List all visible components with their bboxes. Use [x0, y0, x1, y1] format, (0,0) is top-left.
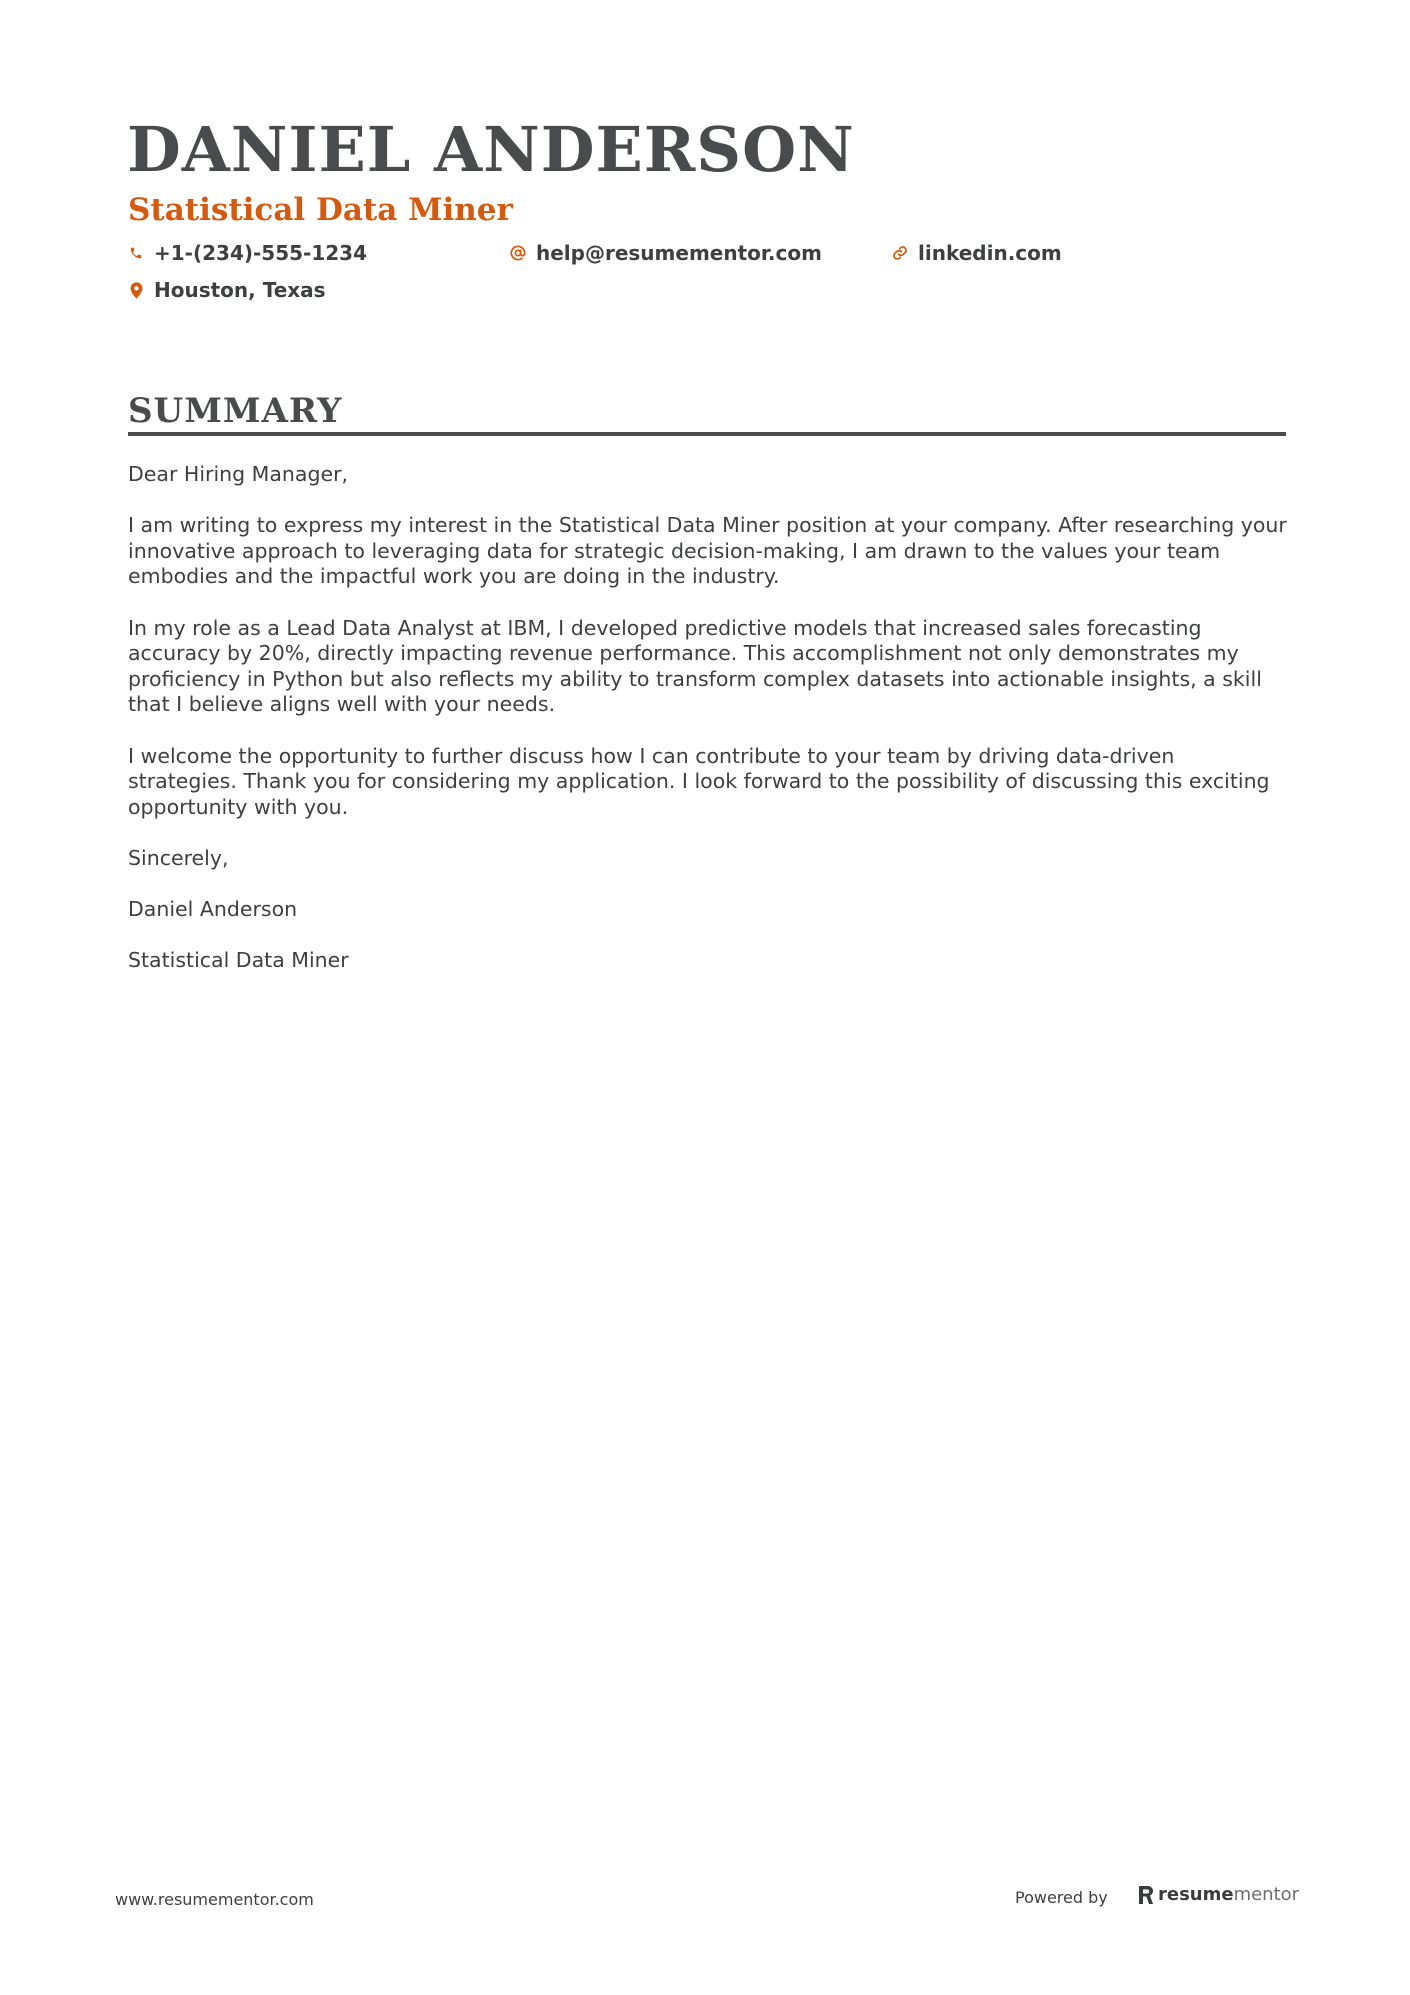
phone-text: +1-(234)-555-1234 — [154, 241, 368, 265]
brand-text-bold: resume — [1158, 1884, 1234, 1905]
candidate-name: DANIEL ANDERSON — [127, 113, 855, 186]
brand-text-light: mentor — [1233, 1884, 1300, 1905]
signature-name: Daniel Anderson — [128, 897, 298, 922]
link-icon — [892, 244, 908, 262]
paragraph-intro: I am writing to express my interest in the Statistical Data Miner position at your company. After researching your innovative approach to leveraging data for strategic decision-making, I am drawn to the values your team embodies and the impactful work you are doing in the industry. — [128, 513, 1287, 589]
footer-powered-by: Powered by — [1015, 1888, 1108, 1907]
email-text[interactable]: help@resumementor.com — [536, 241, 822, 265]
sign-off: Sincerely, — [128, 845, 229, 870]
at-sign-icon — [510, 244, 526, 262]
summary-heading: SUMMARY — [128, 391, 343, 431]
signature-title: Statistical Data Miner — [128, 948, 349, 973]
contact-location — [128, 277, 326, 303]
section-divider — [128, 432, 1286, 436]
footer-website-link[interactable]: www.resumementor.com — [115, 1890, 314, 1909]
resumementor-logo-icon — [1138, 1885, 1154, 1905]
phone-icon — [128, 244, 144, 262]
salutation: Dear Hiring Manager, — [128, 462, 349, 486]
paragraph-closing: I welcome the opportunity to further discuss how I can contribute to your team by driving data-driven strategies. Thank you for considering my application. I look forward to the possibility of discussing this exciting opportunity with you. — [128, 743, 1270, 819]
candidate-role: Statistical Data Miner — [128, 192, 513, 228]
footer-brand-logo[interactable] — [1138, 1884, 1299, 1905]
contact-linkedin[interactable] — [892, 240, 1062, 266]
letter-body — [128, 462, 1288, 999]
contact-phone — [128, 240, 367, 266]
location-text: Houston, Texas — [154, 278, 326, 302]
contact-email[interactable] — [510, 240, 822, 266]
map-pin-icon — [128, 281, 144, 299]
linkedin-text[interactable]: linkedin.com — [918, 241, 1062, 265]
paragraph-experience: In my role as a Lead Data Analyst at IBM, I developed predictive models that increased sales forecasting accuracy by 20%, directly impacting revenue performance. This accomplishment not only demonstrates my proficiency in Python but also reflects my ability to transform complex datasets into actionable insights, a skill that I believe aligns well with your needs. — [128, 615, 1262, 717]
